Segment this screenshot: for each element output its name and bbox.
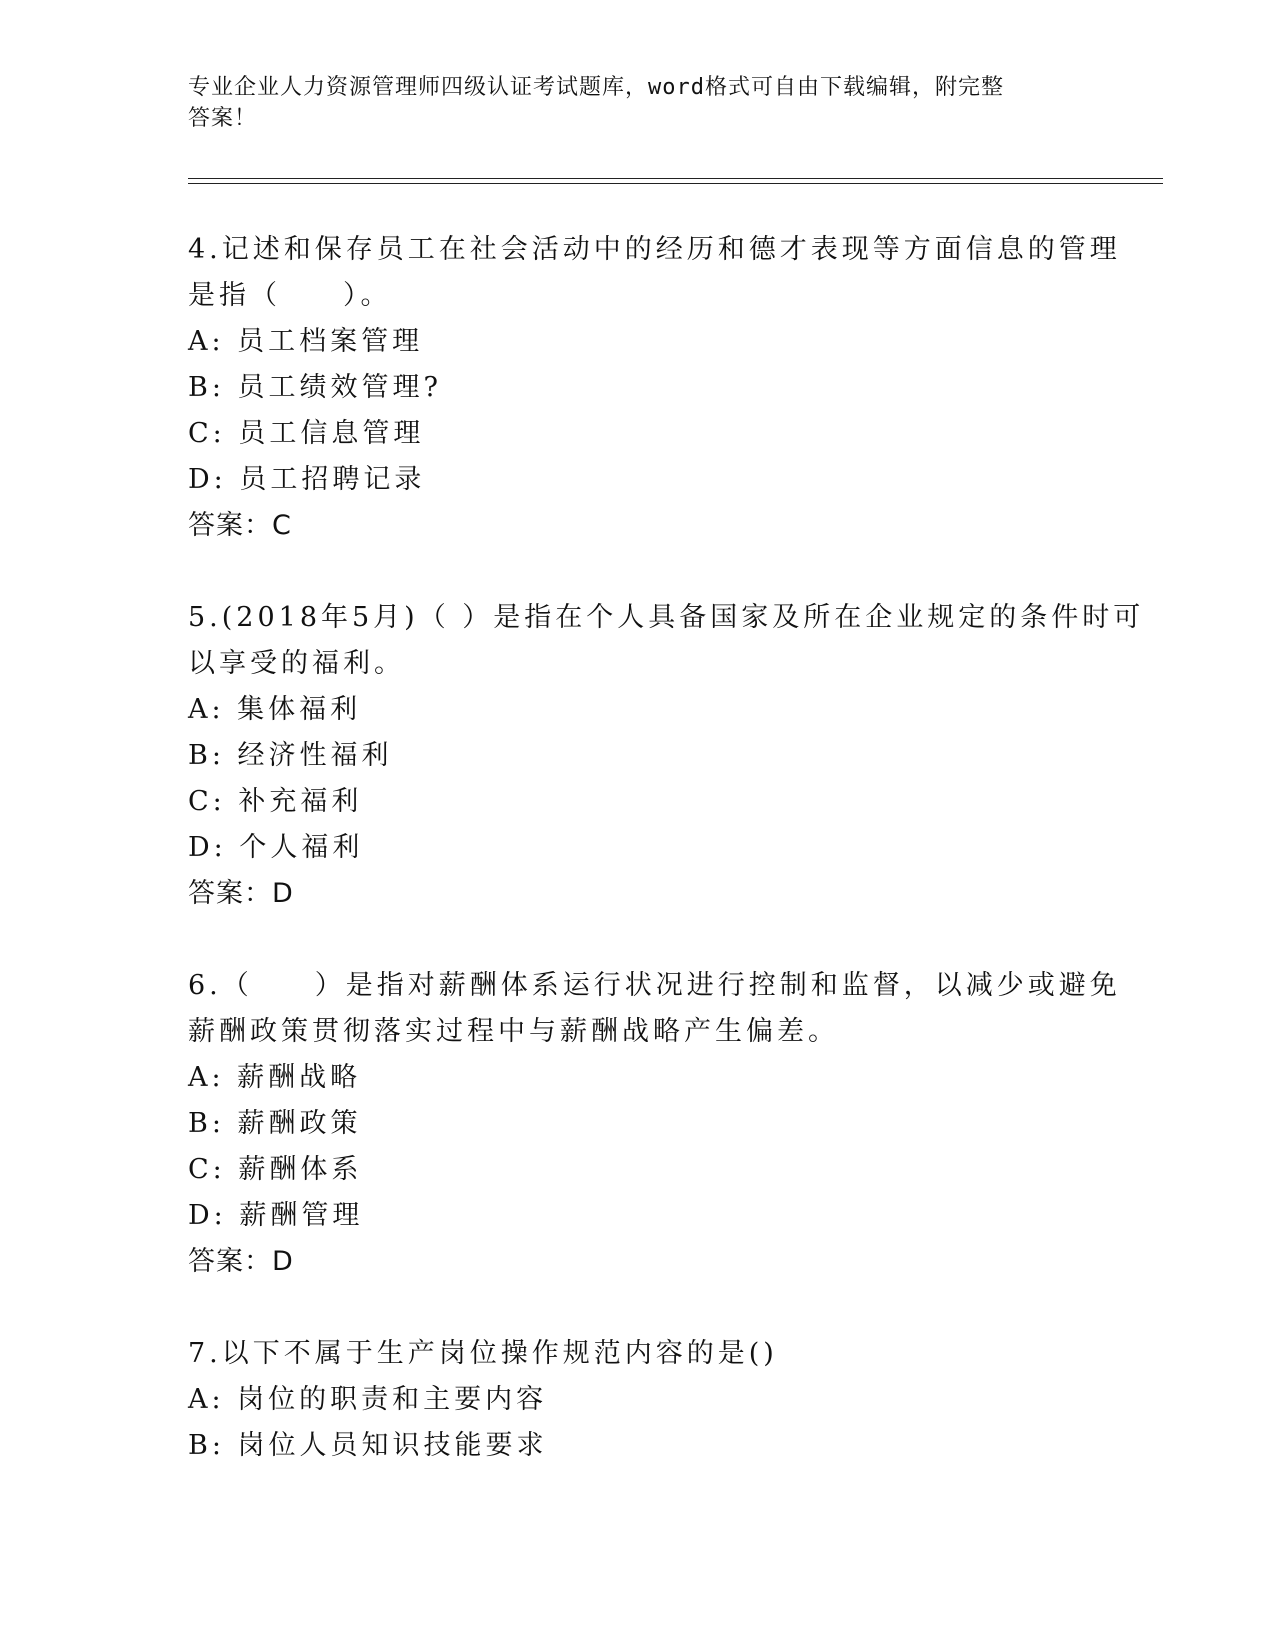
question-stem-line: 以享受的福利。 (188, 648, 405, 679)
option-d: D: 个人福利 (188, 832, 364, 863)
option-b: B: 员工绩效管理? (188, 372, 442, 403)
option-c: C: 员工信息管理 (188, 418, 425, 449)
question-6 (188, 963, 1121, 1285)
header-line-1: 专业企业人力资源管理师四级认证考试题库，word格式可自由下载编辑，附完整 (188, 75, 1004, 100)
answer-label: 答案：D (188, 1246, 294, 1277)
option-c: C: 补充福利 (188, 786, 363, 817)
header-divider-top (188, 178, 1163, 179)
header-divider-bottom (188, 183, 1163, 184)
question-stem-line: 薪酬政策贯彻落实过程中与薪酬战略产生偏差。 (188, 1016, 839, 1047)
option-c: C: 薪酬体系 (188, 1154, 363, 1185)
question-4 (188, 227, 1121, 549)
option-b: B: 经济性福利 (188, 740, 393, 771)
option-a: A: 集体福利 (188, 694, 362, 725)
option-a: A: 薪酬战略 (188, 1062, 362, 1093)
answer-label: 答案：C (188, 510, 292, 541)
option-d: D: 员工招聘记录 (188, 464, 426, 495)
option-b: B: 岗位人员知识技能要求 (188, 1430, 548, 1461)
question-stem-line: 4.记述和保存员工在社会活动中的经历和德才表现等方面信息的管理 (188, 234, 1121, 265)
option-d: D: 薪酬管理 (188, 1200, 364, 1231)
question-stem-line: 7.以下不属于生产岗位操作规范内容的是() (188, 1338, 778, 1369)
question-7 (188, 1331, 1088, 1469)
question-stem-line: 是指（ ）。 (188, 280, 392, 311)
option-a: A: 岗位的职责和主要内容 (188, 1384, 548, 1415)
option-a: A: 员工档案管理 (188, 326, 424, 357)
question-stem-line: 5.(2018年5月)（ ）是指在个人具备国家及所在企业规定的条件时可 (188, 602, 1145, 633)
document-header (188, 72, 1088, 134)
header-line-2: 答案！ (188, 106, 258, 131)
question-stem-line: 6.（ ）是指对薪酬体系运行状况进行控制和监督，以减少或避免 (188, 970, 1121, 1001)
answer-label: 答案：D (188, 878, 294, 909)
option-b: B: 薪酬政策 (188, 1108, 362, 1139)
question-5 (188, 595, 1145, 917)
